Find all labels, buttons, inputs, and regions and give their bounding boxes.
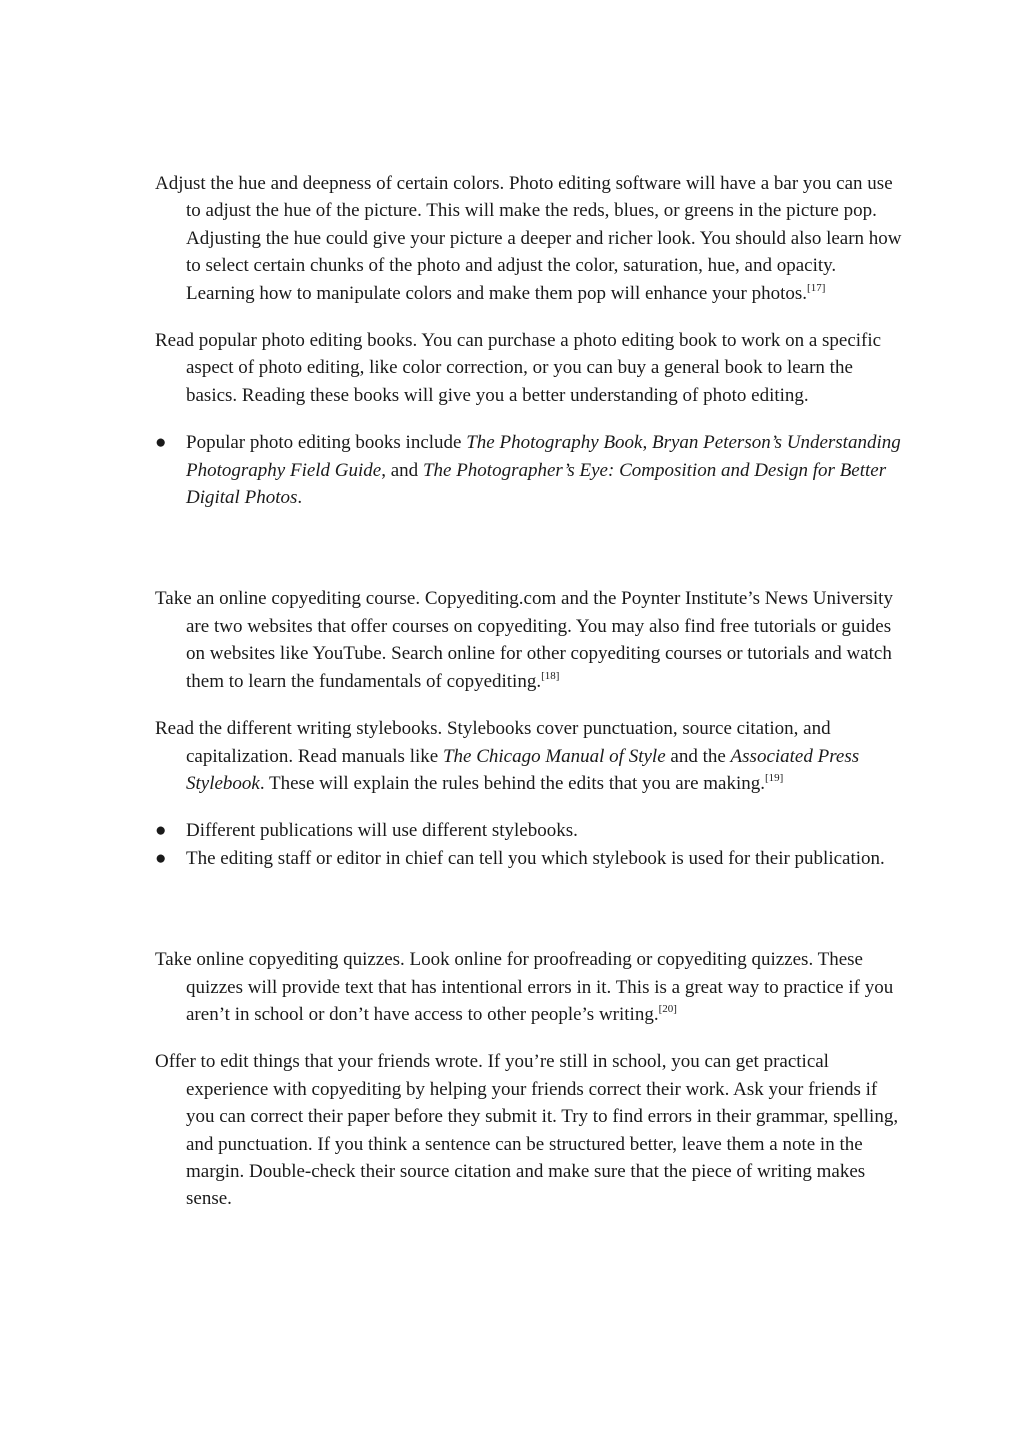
paragraph bbox=[155, 715, 905, 797]
bullet-icon: ● bbox=[155, 847, 167, 869]
citation-ref: [18] bbox=[541, 669, 560, 682]
text-run: . bbox=[297, 487, 303, 509]
text-run: Read the different writing stylebooks. Stylebooks cover punctuation, source citation, and capitalization. Read manuals like bbox=[155, 718, 831, 767]
text-run: Offer to edit things that your friends wrote. If you’re still in school, you can get practical experience with copyediting by helping your friends correct their work. Ask your friends if you can correct their paper before they submit it. Try to find errors in their grammar, spelling, and punctuation. If you think a sentence can be structured better, leave them a note in the margin. Double-check their source citation and make sure that the piece of writing makes sense. bbox=[155, 1051, 899, 1210]
list-item bbox=[155, 817, 905, 844]
bullet-icon: ● bbox=[155, 432, 167, 454]
book-title: Associated Press Stylebook bbox=[186, 745, 860, 794]
text-run: and the bbox=[665, 745, 731, 767]
text-run: Take an online copyediting course. Copyediting.com and the Poynter Institute’s News University are two websites that offer courses on copyediting. You may also find free tutorials or guides on websites like YouTube. Search online for other copyediting courses or tutorials and watch them to learn the fundamentals of copyediting. bbox=[155, 588, 893, 692]
bullet-icon: ● bbox=[155, 820, 167, 842]
section-spacer bbox=[155, 531, 905, 585]
text-run: . These will explain the rules behind the edits that you are making. bbox=[259, 772, 765, 794]
text-run: Adjust the hue and deepness of certain colors. Photo editing software will have a bar you can use to adjust the hue of the picture. This will make the reds, blues, or greens in the picture pop. Adjusting the hue could give your picture a deeper and richer look. You should also learn how to select certain chunks of the photo and adjust the color, saturation, hue, and opacity. Learning how to manipulate colors and make them pop will enhance your photos. bbox=[155, 173, 902, 304]
bullet-list bbox=[155, 817, 905, 872]
citation-ref: [20] bbox=[658, 1002, 677, 1015]
paragraph bbox=[155, 585, 905, 695]
citation-ref: [17] bbox=[807, 281, 826, 294]
text-run: Popular photo editing books include bbox=[186, 432, 467, 454]
book-title: Bryan Peterson’s Understanding Photography Field Guide bbox=[186, 432, 901, 481]
bullet-list bbox=[155, 429, 905, 511]
paragraph bbox=[155, 946, 905, 1028]
text-run: The editing staff or editor in chief can tell you which stylebook is used for their publication. bbox=[186, 847, 885, 869]
book-title: The Photographer’s Eye: Composition and Design for Better Digital Photos bbox=[186, 459, 887, 509]
paragraph bbox=[155, 327, 905, 409]
section-spacer bbox=[155, 892, 905, 946]
text-run: Read popular photo editing books. You can purchase a photo editing book to work on a specific aspect of photo editing, like color correction, or you can buy a general book to learn the basics. Reading these books will give you a better understanding of photo editing. bbox=[155, 330, 882, 406]
list-item bbox=[155, 429, 905, 511]
book-title: The Chicago Manual of Style bbox=[442, 745, 666, 767]
book-title: The Photography Book bbox=[466, 432, 643, 454]
list-item bbox=[155, 845, 905, 872]
paragraph bbox=[155, 1048, 905, 1212]
text-run: Different publications will use different stylebooks. bbox=[186, 820, 578, 842]
text-run: , and bbox=[381, 459, 423, 481]
citation-ref: [19] bbox=[765, 771, 784, 784]
paragraph bbox=[155, 170, 905, 307]
text-run: Take online copyediting quizzes. Look online for proofreading or copyediting quizzes. These quizzes will provide text that has intentional errors in it. This is a great way to practice if you aren’t in school or don’t have access to other people’s writing. bbox=[155, 949, 894, 1025]
document-page bbox=[155, 170, 905, 1233]
text-run: , bbox=[642, 432, 652, 454]
